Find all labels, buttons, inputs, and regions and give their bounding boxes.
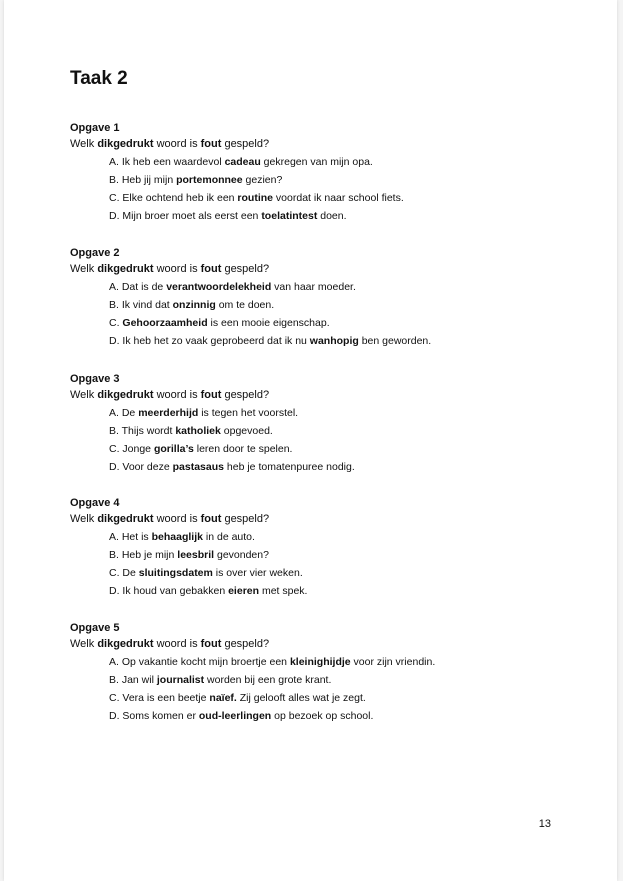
option-a: A. De meerderhijd is tegen het voorstel.: [109, 407, 299, 419]
page-title: Taak 2: [70, 68, 128, 89]
document-page: [4, 0, 617, 881]
option-b: B. Jan wil journalist worden bij een grote krant.: [109, 674, 332, 686]
exercise-3: [70, 371, 590, 476]
option-c: C. Gehoorzaamheid is een mooie eigenschap.: [109, 317, 330, 329]
option-d: D. Mijn broer moet als eerst een toelatintest doen.: [109, 210, 347, 222]
exercise-4: [70, 495, 590, 600]
exercise-title: Opgave 3: [70, 373, 120, 385]
option-d: D. Ik houd van gebakken eieren met spek.: [109, 585, 308, 597]
option-b: B. Heb jij mijn portemonnee gezien?: [109, 174, 283, 186]
exercise-1: [70, 120, 590, 225]
option-a: A. Op vakantie kocht mijn broertje een kleinighijdje voor zijn vriendin.: [109, 656, 436, 668]
option-list: [70, 278, 590, 350]
option-a: A. Dat is de verantwoordelekheid van haar moeder.: [109, 281, 356, 293]
option-c: C. Vera is een beetje naïef. Zij gelooft alles wat je zegt.: [109, 692, 366, 704]
option-b: B. Heb je mijn leesbril gevonden?: [109, 549, 269, 561]
exercise-title: Opgave 1: [70, 122, 120, 134]
option-a: A. Het is behaaglijk in de auto.: [109, 531, 255, 543]
exercise-2: [70, 245, 590, 350]
question-text: Welk dikgedrukt woord is fout gespeld?: [70, 389, 270, 401]
option-list: [70, 653, 590, 725]
option-list: [70, 153, 590, 225]
exercise-title: Opgave 5: [70, 622, 120, 634]
option-a: A. Ik heb een waardevol cadeau gekregen van mijn opa.: [109, 156, 373, 168]
option-b: B. Ik vind dat onzinnig om te doen.: [109, 299, 275, 311]
exercise-title: Opgave 2: [70, 247, 120, 259]
page-number: 13: [538, 818, 551, 830]
question-text: Welk dikgedrukt woord is fout gespeld?: [70, 638, 270, 650]
exercise-title: Opgave 4: [70, 497, 120, 509]
option-c: C. De sluitingsdatem is over vier weken.: [109, 567, 303, 579]
question-text: Welk dikgedrukt woord is fout gespeld?: [70, 138, 270, 150]
option-c: C. Jonge gorilla’s leren door te spelen.: [109, 443, 293, 455]
exercise-5: [70, 620, 590, 725]
option-b: B. Thijs wordt katholiek opgevoed.: [109, 425, 273, 437]
question-text: Welk dikgedrukt woord is fout gespeld?: [70, 513, 270, 525]
question-text: Welk dikgedrukt woord is fout gespeld?: [70, 263, 270, 275]
option-d: D. Soms komen er oud-leerlingen op bezoek op school.: [109, 710, 374, 722]
option-d: D. Ik heb het zo vaak geprobeerd dat ik nu wanhopig ben geworden.: [109, 335, 432, 347]
option-list: [70, 404, 590, 476]
option-list: [70, 528, 590, 600]
option-d: D. Voor deze pastasaus heb je tomatenpuree nodig.: [109, 461, 355, 473]
option-c: C. Elke ochtend heb ik een routine voordat ik naar school fiets.: [109, 192, 404, 204]
